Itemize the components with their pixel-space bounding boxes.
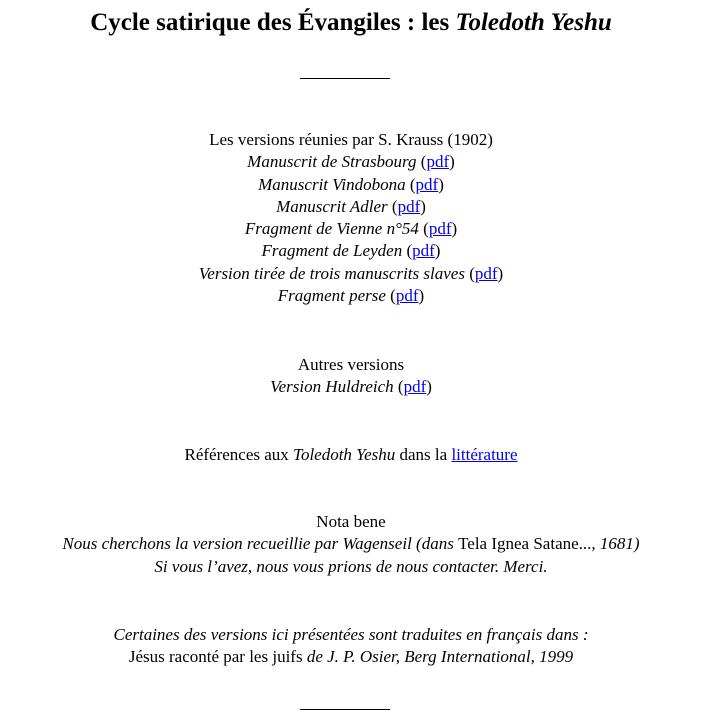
- pdf-link[interactable]: pdf: [415, 174, 439, 194]
- pdf-link[interactable]: pdf: [426, 152, 450, 172]
- version-item: Version Huldreich (pdf): [270, 377, 432, 397]
- version-item: Fragment perse (pdf): [277, 286, 425, 306]
- version-title: Version Huldreich: [270, 377, 394, 397]
- krauss-heading: Les versions réunies par S. Krauss (1902): [209, 130, 493, 149]
- pdf-link[interactable]: pdf: [412, 241, 435, 261]
- references-italic: Toledoth Yeshu: [293, 445, 396, 464]
- nota-book-title: Tela Ignea Satane...: [458, 534, 592, 554]
- version-title: Version tirée de trois manuscrits slaves: [198, 263, 465, 283]
- version-title: Manuscrit Vindobona: [258, 174, 406, 194]
- version-item: Fragment de Leyden (pdf): [261, 241, 441, 261]
- version-item: Manuscrit Vindobona (pdf): [258, 174, 444, 194]
- translations-section: [0, 624, 702, 669]
- pdf-link[interactable]: pdf: [428, 219, 452, 239]
- version-title: Fragment de Vienne n°54: [244, 219, 419, 239]
- nota-text-a: Nous cherchons la version recueillie par Wagenseil (dans: [62, 534, 459, 554]
- version-title: Fragment de Leyden: [261, 241, 403, 261]
- translations-line-1: [0, 624, 702, 646]
- top-divider: [300, 78, 390, 79]
- nota-bene-line-2: [0, 556, 702, 578]
- version-title: Manuscrit Adler: [276, 196, 388, 216]
- literature-link[interactable]: littérature: [451, 445, 518, 464]
- references-prefix: Références aux: [184, 445, 294, 464]
- page-title: [0, 8, 702, 38]
- book-credit: de J. P. Osier, Berg International, 1999: [302, 647, 574, 667]
- version-item: Manuscrit de Strasbourg (pdf): [247, 152, 455, 172]
- bottom-divider: [300, 709, 390, 710]
- nota-bene-section: [0, 511, 702, 578]
- other-versions-section: [0, 354, 702, 399]
- references-section: [0, 444, 702, 466]
- krauss-section: [0, 129, 702, 307]
- pdf-link[interactable]: pdf: [397, 196, 421, 216]
- book-title: Jésus raconté par les juifs: [128, 647, 303, 667]
- pdf-link[interactable]: pdf: [395, 286, 419, 306]
- version-title: Manuscrit de Strasbourg: [247, 152, 417, 172]
- version-title: Fragment perse: [277, 286, 386, 306]
- nota-contact-text: Si vous l’avez, nous vous prions de nous contacter. Merci.: [154, 556, 548, 576]
- nota-bene-line-1: [0, 533, 702, 555]
- title-prefix: Cycle satirique des Évangiles : les: [90, 9, 456, 36]
- translations-text: Certaines des versions ici présentées sont traduites en français dans :: [113, 625, 589, 644]
- title-italic: Toledoth Yeshu: [455, 9, 612, 36]
- other-versions-heading: Autres versions: [297, 355, 405, 374]
- version-item: Manuscrit Adler (pdf): [276, 196, 426, 216]
- pdf-link[interactable]: pdf: [474, 263, 498, 283]
- version-item: Fragment de Vienne n°54 (pdf): [244, 219, 458, 239]
- version-item: Version tirée de trois manuscrits slaves (pdf): [198, 263, 504, 283]
- nota-text-c: , 1681): [591, 534, 640, 554]
- pdf-link[interactable]: pdf: [403, 377, 427, 397]
- nota-bene-heading: Nota bene: [316, 512, 386, 531]
- references-line: [0, 444, 702, 466]
- references-middle: dans la: [395, 445, 452, 464]
- translations-line-2: [0, 646, 702, 668]
